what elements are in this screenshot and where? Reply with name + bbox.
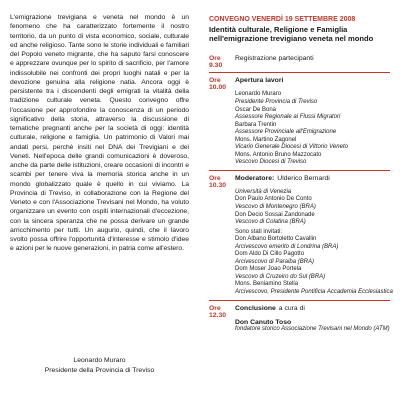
slot-time: Ore 9.30	[209, 55, 223, 70]
schedule-slot-conclusion	[209, 305, 393, 334]
speaker-list	[235, 189, 393, 297]
speaker-name: Mons. Beniamino Stella	[235, 281, 299, 288]
slot-time: Ore 12.30	[209, 304, 227, 319]
conference-title: Identità culturale, Religione e Famiglia nell'emigrazione trevigiano veneta nel mondo	[209, 25, 374, 44]
slot-title-suffix: a cura di	[278, 304, 305, 312]
speaker-name: Don Paulo Antonio De Conto	[235, 196, 312, 203]
speaker-list	[235, 91, 393, 166]
speaker-name: Mons. Antonio Bruno Mazzocato	[235, 151, 322, 158]
speaker-role: Vicario Generale Diocesi di Vittorio Veneto	[235, 144, 348, 151]
schedule-slot-moderator	[209, 175, 393, 297]
slot-title: Conclusione	[235, 304, 276, 312]
intro-column	[10, 13, 189, 254]
speaker-name: Oscar De Bona	[235, 106, 277, 113]
speaker-role: Arcivescovo emerito di Londrina (BRA)	[235, 243, 339, 250]
signature-block	[10, 356, 189, 375]
speaker-name: Dom Aldo Di Cillo Pagotto	[235, 251, 305, 258]
slot-time: Ore 10.30	[209, 174, 227, 189]
invited-note: Sono stati invitati:	[235, 228, 283, 235]
conference-date-header: CONVEGNO VENERDÌ 19 SETTEMBRE 2008	[209, 16, 356, 23]
speaker-list	[235, 319, 393, 334]
moderator-name: Ulderico Bernardi	[277, 174, 330, 182]
signature-role: Presidente della Provincia di Treviso	[44, 366, 155, 374]
speaker-role: Presidente Provincia di Treviso	[235, 98, 318, 105]
speaker-role: fondatore storico Associazione Trevisani nel Mondo (ATM)	[235, 326, 390, 333]
speaker-name: Leonardo Muraro	[235, 91, 282, 98]
schedule-slot-registration	[209, 55, 393, 69]
speaker-role: Vescovo di Montenegro (BRA)	[235, 203, 316, 210]
speaker-role: Vescovo di Colatina (BRA)	[235, 219, 306, 226]
speaker-name: Barbara Trentin	[235, 121, 277, 128]
intro-paragraph: L'emigrazione trevigiana e veneta nel mondo è un fenomeno che ha caratterizzato fortemente il nostro territorio, da un punto di vista economico, sociale, culturale ed anche religioso. Tante sono le storie individuali e familiari del Popolo veneto migrante, che ha saputo farsi conoscere e apprezzare ovunque per lo spirito di sacrificio, per l'amore indissolubile nei confronti dei propri luoghi natali e per la devozione genuina alla religione natia. Ancora oggi è persistente tra i discendenti degli emigrati la vitalità della tradizione culturale veneta. Questo convegno offre l'occasione per approfondire la conoscenza di un periodo significativo della storia, attraverso la discussione di tematiche pregnanti anche per la società di oggi: identità culturale, religione e famiglia. Un patrimonio di Valori mai andati persi, perchè insiti nel DNA dei Trevigiani e dei Veneti. Nell'epoca delle grandi comunicazioni è doveroso, anche da parte delle istituzioni, creare occasioni di incontri e scambi per tenere viva la memoria storica anche in un mondo globalizzato quale è quello in cui viviamo. La Provincia di Treviso, in collaborazione con la Regione del Veneto e con l'Associazione Trevisani nel Mondo, ha voluto organizzare un evento con ospiti internazionali d'eccezione, con la sincera speranza che ne possa derivare un grande arricchimento per tutti. Un augurio, quindi, che il lavoro svolto possa offrire l'opportunità d'interesse e stimolo d'idee e azioni per le nuove generazioni, in patria come all'estero.	[10, 14, 189, 253]
schedule-slot-opening	[209, 77, 393, 166]
speaker-name: Don Albano Bortoletto Cavallin	[235, 236, 317, 243]
speaker-role: Vescovo Diocesi di Treviso	[235, 159, 307, 166]
speaker-role: Assessore Regionale ai Flussi Migratori	[235, 114, 341, 121]
speaker-role: Assessore Provinciale all'Emigrazione	[235, 129, 337, 136]
speaker-role: Arcivescovo, Presidente Pontificia Accademia Ecclesiastica	[235, 288, 393, 295]
speaker-name: Don Canuto Toso	[235, 318, 292, 326]
slot-title: Registrazione partecipanti	[235, 55, 314, 63]
slot-title: Moderatore:	[235, 174, 275, 182]
divider	[209, 72, 390, 73]
speaker-name: Dom Moser Joao Portela	[235, 266, 302, 273]
program-column	[209, 16, 393, 334]
slot-title: Apertura lavori	[235, 77, 284, 85]
divider	[209, 170, 390, 171]
speaker-name: Don Decio Sossai Zandonade	[235, 211, 315, 218]
moderator-role: Università di Venezia	[235, 188, 292, 195]
speaker-role: Vescovo di Cruzeiro do Sul (BRA)	[235, 273, 326, 280]
speaker-role: Arcivescovo di Paraiba (BRA)	[235, 258, 315, 265]
slot-time: Ore 10.00	[209, 77, 227, 92]
signature-name: Leonardo Muraro	[73, 357, 126, 364]
divider	[209, 300, 390, 301]
speaker-name: Mons. Martino Zagonel	[235, 136, 297, 143]
schedule	[209, 55, 393, 333]
